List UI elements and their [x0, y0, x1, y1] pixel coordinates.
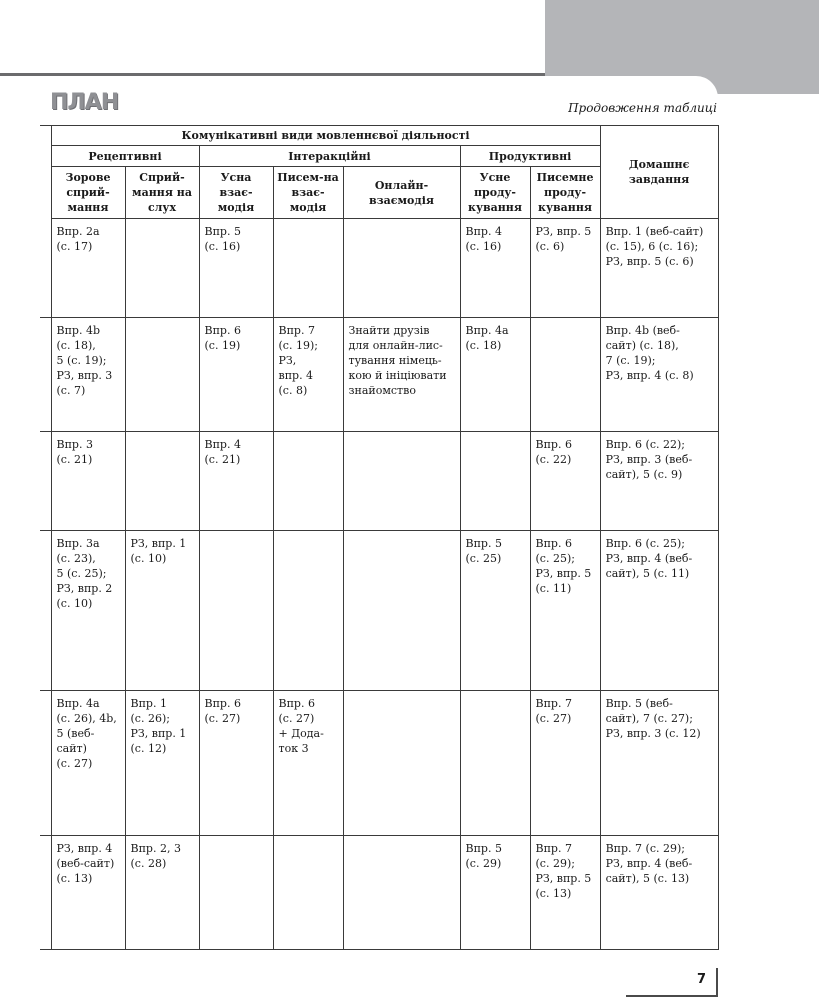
table-cell: Впр. 6 (с. 27): [199, 691, 273, 836]
homework-cell: Впр. 4b (веб- сайт) (с. 18), 7 (с. 19); РЗ, впр. 4 (с. 8): [600, 318, 718, 432]
table-cell: Впр. 5 (с. 16): [199, 219, 273, 318]
table-cell: Впр. 3 (с. 21): [51, 432, 125, 531]
homework-cell: Впр. 5 (веб- сайт), 7 (с. 27); РЗ, впр. 3 (с. 12): [600, 691, 718, 836]
table-row: [40, 432, 718, 531]
table-cell: [273, 836, 343, 950]
homework-cell: Впр. 6 (с. 22); РЗ, впр. 3 (веб- сайт), 5 (с. 9): [600, 432, 718, 531]
table-cell: Впр. 7 (с. 19); РЗ, впр. 4 (с. 8): [273, 318, 343, 432]
table-cell: [530, 318, 600, 432]
table-cell: [273, 531, 343, 691]
table-cell: Впр. 2, 3 (с. 28): [125, 836, 199, 950]
table-cell: Впр. 4a (с. 18): [460, 318, 530, 432]
table-cell: Впр. 2a (с. 17): [51, 219, 125, 318]
table-cell: [273, 219, 343, 318]
table-cell: [125, 432, 199, 531]
table-cell: Впр. 6 (с. 27) + Дода- ток 3: [273, 691, 343, 836]
table-cell: Впр. 5 (с. 29): [460, 836, 530, 950]
column-header: Писемне проду-кування: [530, 167, 600, 219]
table-cell: Впр. 5 (с. 25): [460, 531, 530, 691]
table-cell: [460, 691, 530, 836]
table-cell: Впр. 6 (с. 19): [199, 318, 273, 432]
table-cell: РЗ, впр. 5 (с. 6): [530, 219, 600, 318]
table-cell: [125, 219, 199, 318]
table-cell: Впр. 4 (с. 16): [460, 219, 530, 318]
table-cell: [343, 836, 460, 950]
table-cell: [343, 219, 460, 318]
table-cell: РЗ, впр. 4 (веб-сайт) (с. 13): [51, 836, 125, 950]
table-cell: РЗ, впр. 1 (с. 10): [125, 531, 199, 691]
homework-cell: Впр. 6 (с. 25); РЗ, впр. 4 (веб- сайт), 5 (с. 11): [600, 531, 718, 691]
column-header: Усна взає-модія: [199, 167, 273, 219]
table-row: [40, 836, 718, 950]
homework-cell: Впр. 7 (с. 29); РЗ, впр. 4 (веб- сайт), 5 (с. 13): [600, 836, 718, 950]
table-left-margin: [40, 126, 51, 146]
table-row: [40, 318, 718, 432]
column-header: Усне проду-кування: [460, 167, 530, 219]
table-cell: Знайти друзів для онлайн-лис- тування німець- кою й ініціювати знайомство: [343, 318, 460, 432]
table-cell: Впр. 4a (с. 26), 4b, 5 (веб- сайт) (с. 27): [51, 691, 125, 836]
table-row: [40, 531, 718, 691]
table-cell: Впр. 6 (с. 22): [530, 432, 600, 531]
homework-header: Домашнє завдання: [600, 126, 718, 219]
table-cell: [199, 531, 273, 691]
group-header: Комунікативні види мовленнєвої діяльності: [51, 126, 600, 146]
plan-table: [40, 125, 719, 950]
category-receptive: Рецептивні: [51, 146, 199, 167]
table-cell: Впр. 3a (с. 23), 5 (с. 25); РЗ, впр. 2 (с. 10): [51, 531, 125, 691]
table-row: [40, 219, 718, 318]
plan-table-container: [40, 125, 718, 950]
category-productive: Продуктивні: [460, 146, 600, 167]
table-cell: [199, 836, 273, 950]
column-header: Онлайн-взаємодія: [343, 167, 460, 219]
page-number-rule-horizontal: [626, 995, 718, 997]
table-cell: Впр. 7 (с. 29); РЗ, впр. 5 (с. 13): [530, 836, 600, 950]
table-cell: Впр. 4 (с. 21): [199, 432, 273, 531]
table-cell: [343, 531, 460, 691]
table-cell: [125, 318, 199, 432]
table-continuation-note: Продовження таблиці: [568, 101, 717, 115]
table-cell: [343, 432, 460, 531]
page-number-rule-vertical: [716, 968, 718, 996]
table-cell: [343, 691, 460, 836]
table-cell: [273, 432, 343, 531]
category-interactive: Інтеракційні: [199, 146, 460, 167]
column-header: Сприй-мання на слух: [125, 167, 199, 219]
table-cell: Впр. 4b (с. 18), 5 (с. 19); РЗ, впр. 3 (с. 7): [51, 318, 125, 432]
column-header: Писем-на взає-модія: [273, 167, 343, 219]
homework-cell: Впр. 1 (веб-сайт) (с. 15), 6 (с. 16); РЗ, впр. 5 (с. 6): [600, 219, 718, 318]
table-cell: [460, 432, 530, 531]
table-cell: Впр. 6 (с. 25); РЗ, впр. 5 (с. 11): [530, 531, 600, 691]
table-cell: Впр. 7 (с. 27): [530, 691, 600, 836]
page-number: 7: [697, 972, 707, 987]
table-row: [40, 691, 718, 836]
column-header: Зорове сприй-мання: [51, 167, 125, 219]
table-cell: Впр. 1 (с. 26); РЗ, впр. 1 (с. 12): [125, 691, 199, 836]
page-title: ПЛАН: [50, 90, 119, 115]
